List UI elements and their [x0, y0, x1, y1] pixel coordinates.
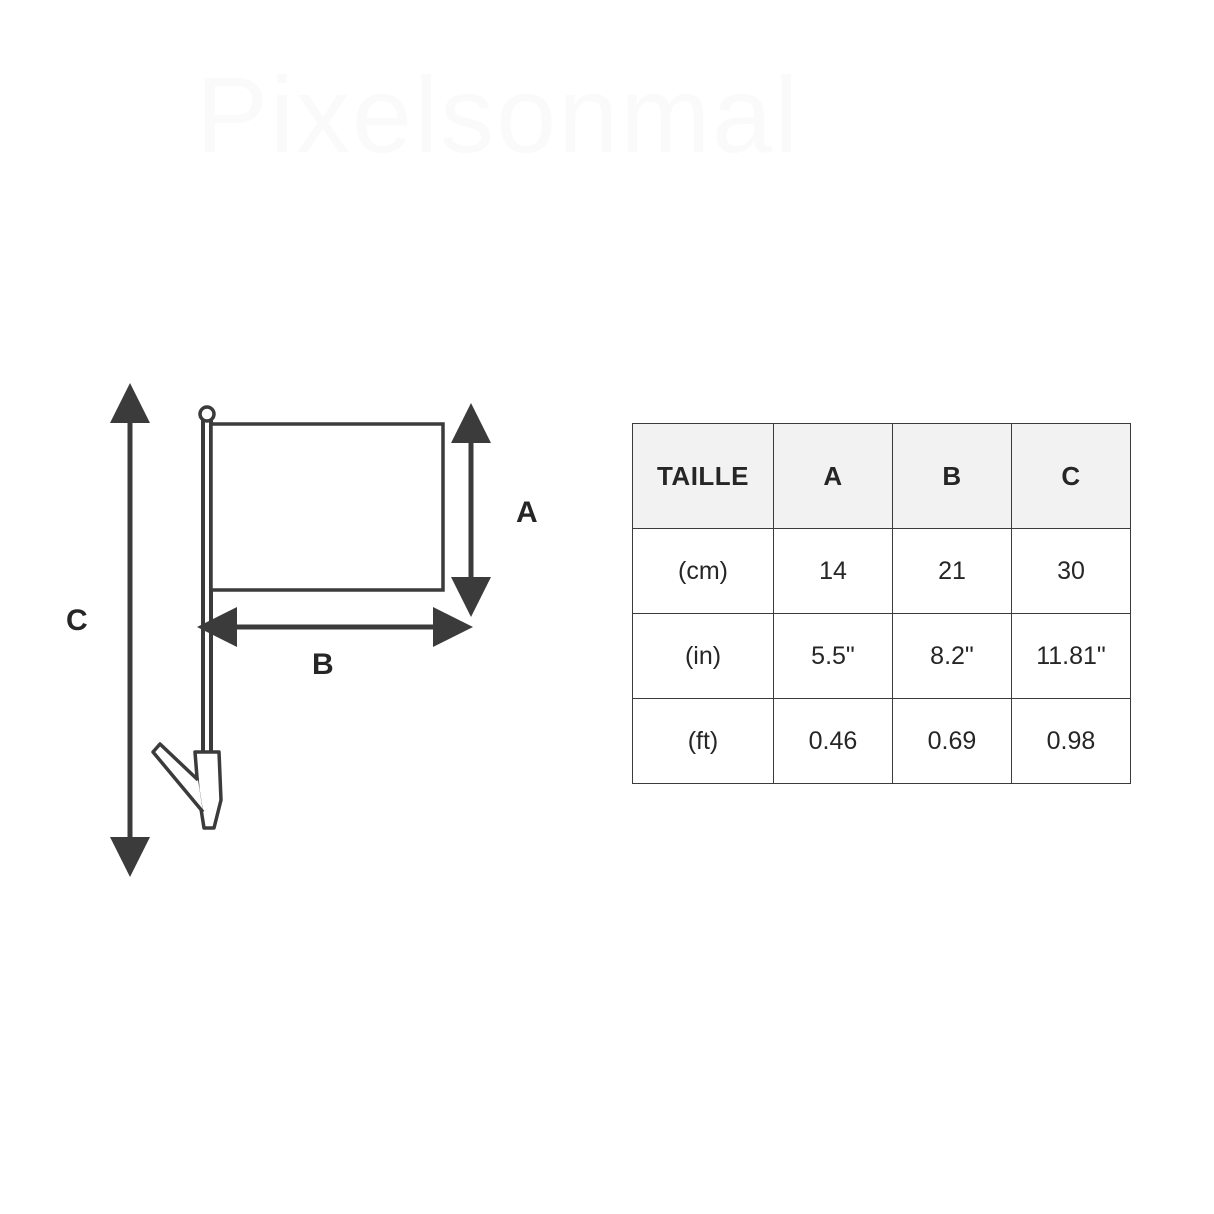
dimension-label-c: C	[66, 604, 88, 637]
table-header-b: B	[893, 424, 1012, 529]
cell-cm-b: 21	[893, 529, 1012, 614]
table-row	[633, 699, 1131, 784]
cell-cm-c: 30	[1012, 529, 1131, 614]
cell-cm-a: 14	[774, 529, 893, 614]
watermark-text: Pixelsonmal	[196, 54, 801, 175]
table-header-taille: TAILLE	[633, 424, 774, 529]
flag-cloth	[211, 424, 443, 590]
cell-ft-b: 0.69	[893, 699, 1012, 784]
size-table	[632, 423, 1131, 784]
row-unit-in: (in)	[633, 614, 774, 699]
dimension-label-b: B	[312, 648, 334, 681]
cell-in-c: 11.81"	[1012, 614, 1131, 699]
flag-diagram-svg	[0, 0, 600, 1214]
table-row	[633, 614, 1131, 699]
table-header-c: C	[1012, 424, 1131, 529]
row-unit-ft: (ft)	[633, 699, 774, 784]
cell-ft-a: 0.46	[774, 699, 893, 784]
table-row	[633, 529, 1131, 614]
row-unit-cm: (cm)	[633, 529, 774, 614]
table-header-row	[633, 424, 1131, 529]
flag-diagram	[0, 0, 600, 1214]
window-clip	[153, 744, 221, 828]
table-header-a: A	[774, 424, 893, 529]
cell-ft-c: 0.98	[1012, 699, 1131, 784]
cell-in-a: 5.5"	[774, 614, 893, 699]
dimension-label-a: A	[516, 496, 538, 529]
cell-in-b: 8.2"	[893, 614, 1012, 699]
